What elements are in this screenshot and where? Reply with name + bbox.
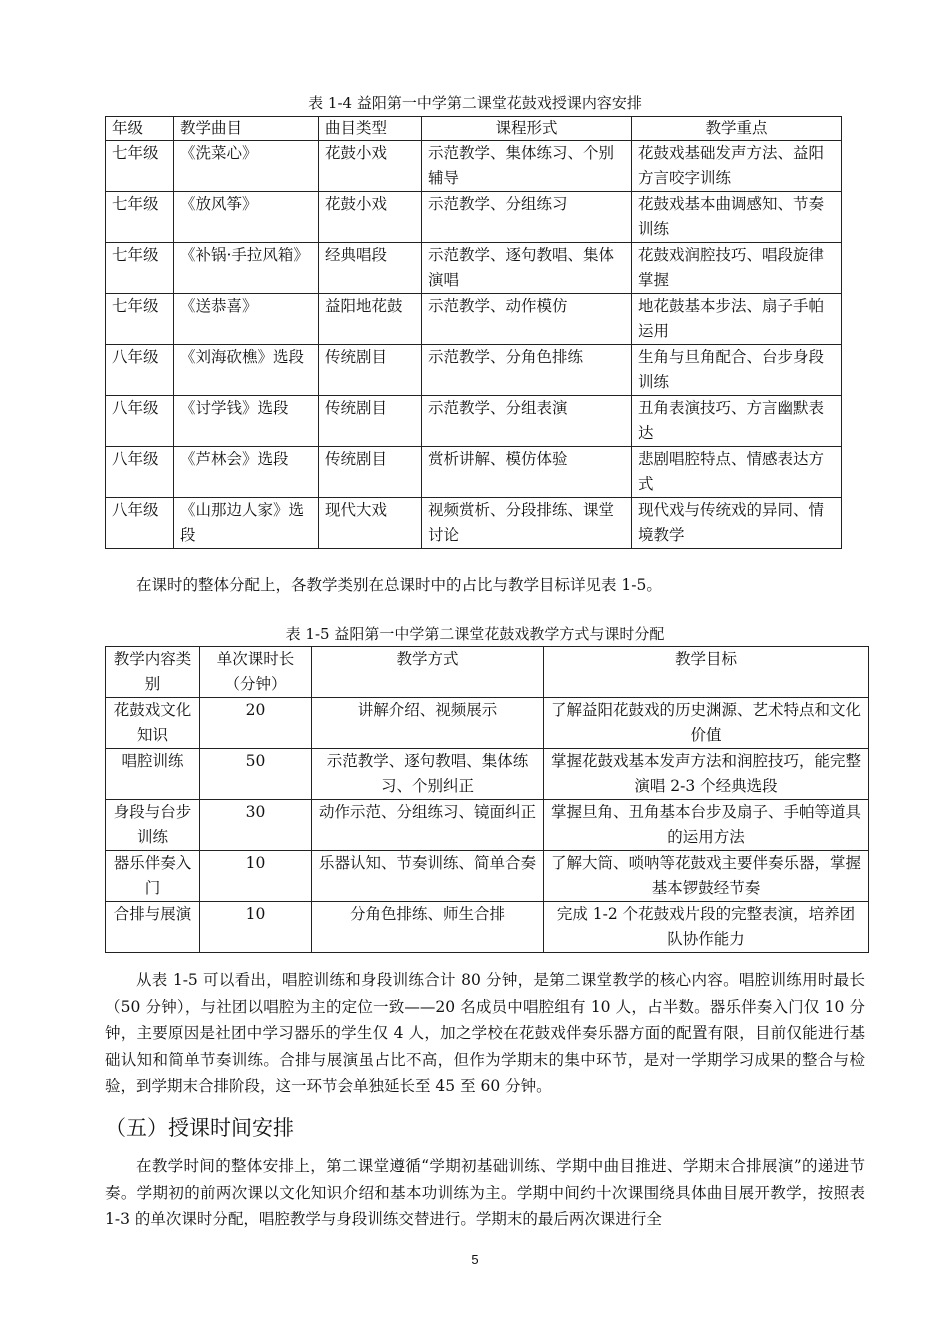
table-cell: 七年级: [106, 141, 174, 192]
table-cell: 经典唱段: [319, 243, 422, 294]
table-cell: 花鼓小戏: [319, 141, 422, 192]
table-row: [106, 192, 842, 243]
table-cell: 分角色排练、师生合排: [312, 902, 544, 953]
table-cell: 丑角表演技巧、方言幽默表达: [632, 396, 842, 447]
table-cell: 合排与展演: [106, 902, 200, 953]
table-cell: 八年级: [106, 396, 174, 447]
table-cell: 《放风筝》: [174, 192, 319, 243]
header-cell: 曲目类型: [319, 117, 422, 141]
header-cell: 教学重点: [632, 117, 842, 141]
table-cell: 生角与旦角配合、台步身段训练: [632, 345, 842, 396]
table-row: [106, 902, 869, 953]
header-cell: 教学方式: [312, 647, 544, 698]
table-cell: 花鼓戏润腔技巧、唱段旋律掌握: [632, 243, 842, 294]
table-cell: 示范教学、分组练习: [422, 192, 632, 243]
table-cell: 《送恭喜》: [174, 294, 319, 345]
table-cell: 花鼓戏文化知识: [106, 698, 200, 749]
table-row: [106, 851, 869, 902]
table-cell: 传统剧目: [319, 396, 422, 447]
header-cell: 教学目标: [544, 647, 869, 698]
table-cell: 了解大筒、唢呐等花鼓戏主要伴奏乐器，掌握基本锣鼓经节奏: [544, 851, 869, 902]
header-cell: 教学内容类别: [106, 647, 200, 698]
table-cell: 器乐伴奏入门: [106, 851, 200, 902]
table-cell: 完成 1-2 个花鼓戏片段的完整表演，培养团队协作能力: [544, 902, 869, 953]
table-cell: 示范教学、动作模仿: [422, 294, 632, 345]
table-cell: 身段与台步训练: [106, 800, 200, 851]
section-heading: （五）授课时间安排: [105, 1116, 294, 1140]
table-cell: 传统剧目: [319, 447, 422, 498]
table-cell: 八年级: [106, 447, 174, 498]
table-cell: 悲剧唱腔特点、情感表达方式: [632, 447, 842, 498]
table-cell: 讲解介绍、视频展示: [312, 698, 544, 749]
table-cell: 八年级: [106, 498, 174, 549]
table-cell: 10: [200, 902, 312, 953]
table-cell: 示范教学、分角色排练: [422, 345, 632, 396]
table-cell: 现代戏与传统戏的异同、情境教学: [632, 498, 842, 549]
table-cell: 传统剧目: [319, 345, 422, 396]
table-row: [106, 749, 869, 800]
table-cell: 地花鼓基本步法、扇子手帕运用: [632, 294, 842, 345]
table-cell: 七年级: [106, 243, 174, 294]
table-cell: 视频赏析、分段排练、课堂讨论: [422, 498, 632, 549]
table-cell: 益阳地花鼓: [319, 294, 422, 345]
header-cell: 年级: [106, 117, 174, 141]
table-cell: 八年级: [106, 345, 174, 396]
table-cell: 掌握旦角、丑角基本台步及扇子、手帕等道具的运用方法: [544, 800, 869, 851]
table-cell: 《洗菜心》: [174, 141, 319, 192]
table-row: [106, 294, 842, 345]
table-cell: 10: [200, 851, 312, 902]
table-cell: 现代大戏: [319, 498, 422, 549]
table-cell: 示范教学、逐句教唱、集体练习、个别纠正: [312, 749, 544, 800]
page-number: 5: [471, 1252, 479, 1267]
table-4-caption: 表 1-4 益阳第一中学第二课堂花鼓戏授课内容安排: [308, 94, 642, 112]
table-cell: 花鼓小戏: [319, 192, 422, 243]
paragraph-analysis: 从表 1-5 可以看出，唱腔训练和身段训练合计 80 分钟，是第二课堂教学的核心内容。唱腔训练用时最长（50 分钟），与社团以唱腔为主的定位一致——20 名成员中唱腔组有 10 人，占半数。器乐伴奏入门仅 10 分钟，主要原因是社团中学习器乐的学生仅 4 人，加之学校在花鼓戏伴奏乐器方面的配置有限，目前仅能进行基础认知和简单节奏训练。合排与展演虽占比不高，但作为学期末的集中环节，是对一学期学习成果的整合与检验，到学期末合排阶段，这一环节会单独延长至 45 至 60 分钟。: [105, 971, 865, 1095]
table-row: [106, 447, 842, 498]
table-header-row: [106, 647, 869, 698]
table-cell: 了解益阳花鼓戏的历史渊源、艺术特点和文化价值: [544, 698, 869, 749]
table-cell: 赏析讲解、模仿体验: [422, 447, 632, 498]
header-cell: 教学曲目: [174, 117, 319, 141]
table-cell: 《刘海砍樵》选段: [174, 345, 319, 396]
table-cell: 七年级: [106, 192, 174, 243]
table-5: [105, 646, 869, 953]
table-row: [106, 345, 842, 396]
table-cell: 《讨学钱》选段: [174, 396, 319, 447]
table-row: [106, 800, 869, 851]
table-cell: 《山那边人家》选段: [174, 498, 319, 549]
table-4: [105, 116, 842, 549]
header-cell: 单次课时长（分钟）: [200, 647, 312, 698]
table-row: [106, 141, 842, 192]
table-5-caption: 表 1-5 益阳第一中学第二课堂花鼓戏教学方式与课时分配: [285, 625, 665, 643]
table-row: [106, 698, 869, 749]
table-cell: 50: [200, 749, 312, 800]
table-header-row: [106, 117, 842, 141]
paragraph-schedule: 在教学时间的整体安排上，第二课堂遵循“学期初基础训练、学期中曲目推进、学期末合排展演”的递进节奏。学期初的前两次课以文化知识介绍和基本功训练为主。学期中间约十次课围绕具体曲目展开教学，按照表 1-3 的单次课时分配，唱腔教学与身段训练交替进行。学期末的最后两次课进行全: [105, 1157, 865, 1228]
table-cell: 唱腔训练: [106, 749, 200, 800]
table-cell: 《补锅·手拉风箱》: [174, 243, 319, 294]
table-cell: 花鼓戏基础发声方法、益阳方言咬字训练: [632, 141, 842, 192]
table-cell: 七年级: [106, 294, 174, 345]
table-cell: 20: [200, 698, 312, 749]
table-row: [106, 498, 842, 549]
table-cell: 示范教学、逐句教唱、集体演唱: [422, 243, 632, 294]
table-cell: 掌握花鼓戏基本发声方法和润腔技巧，能完整演唱 2-3 个经典选段: [544, 749, 869, 800]
table-cell: 30: [200, 800, 312, 851]
header-cell: 课程形式: [422, 117, 632, 141]
table-cell: 乐器认知、节奏训练、简单合奏: [312, 851, 544, 902]
table-cell: 《芦林会》选段: [174, 447, 319, 498]
table-cell: 动作示范、分组练习、镜面纠正: [312, 800, 544, 851]
table-cell: 示范教学、集体练习、个别辅导: [422, 141, 632, 192]
table-cell: 示范教学、分组表演: [422, 396, 632, 447]
table-row: [106, 396, 842, 447]
table-row: [106, 243, 842, 294]
table-cell: 花鼓戏基本曲调感知、节奏训练: [632, 192, 842, 243]
paragraph-intro-table-5: 在课时的整体分配上，各教学类别在总课时中的占比与教学目标详见表 1-5。: [136, 576, 662, 594]
